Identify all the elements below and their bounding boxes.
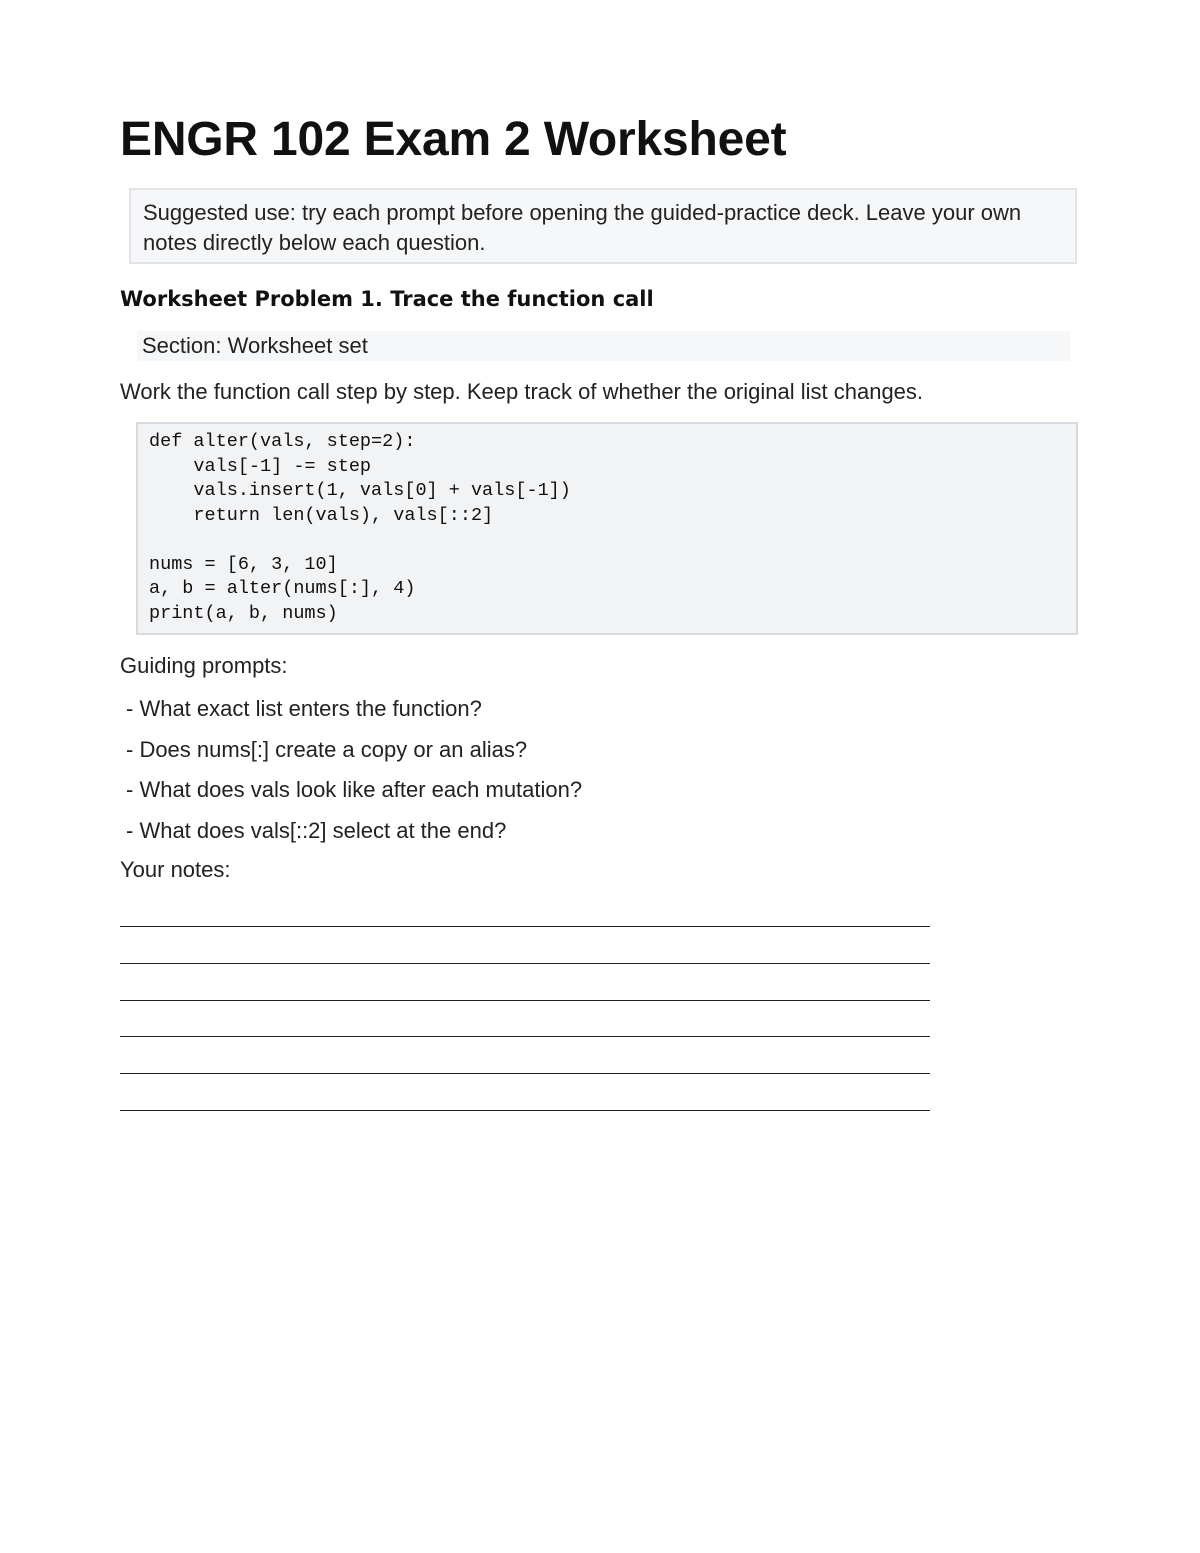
guiding-prompt: - Does nums[:] create a copy or an alias? bbox=[126, 736, 528, 762]
code-block bbox=[136, 422, 1078, 635]
section-label: Section: Worksheet set bbox=[137, 331, 1070, 361]
page-title: ENGR 102 Exam 2 Worksheet bbox=[120, 113, 787, 166]
guiding-prompt: - What does vals look like after each mutation? bbox=[126, 777, 583, 803]
guiding-prompts-list bbox=[126, 693, 582, 856]
code-line: def alter(vals, step=2): bbox=[149, 431, 416, 452]
your-notes-label: Your notes: bbox=[120, 857, 231, 882]
problem-heading: Worksheet Problem 1. Trace the function call bbox=[120, 287, 654, 311]
note-blank-line bbox=[120, 963, 930, 964]
code-line: return len(vals), vals[::2] bbox=[149, 504, 494, 526]
note-blank-line bbox=[120, 926, 930, 927]
code-line: nums = [6, 3, 10] bbox=[149, 553, 338, 575]
note-blank-line bbox=[120, 1036, 930, 1037]
note-blank-line bbox=[120, 1000, 930, 1001]
code-line: vals[-1] -= step bbox=[149, 455, 372, 477]
note-blank-line bbox=[120, 1073, 930, 1074]
code-line: vals.insert(1, vals[0] + vals[-1]) bbox=[149, 480, 571, 501]
code-line: a, b = alter(nums[:], 4) bbox=[149, 578, 416, 599]
note-blank-line bbox=[120, 1110, 930, 1111]
guiding-prompt: - What does vals[::2] select at the end? bbox=[126, 818, 507, 844]
code-line: print(a, b, nums) bbox=[149, 602, 338, 624]
problem-instructions: Work the function call step by step. Keep track of whether the original list changes. bbox=[120, 379, 924, 404]
suggested-use-note: Suggested use: try each prompt before opening the guided-practice deck. Leave your own notes directly below each question. bbox=[129, 188, 1077, 264]
guiding-prompt: - What exact list enters the function? bbox=[126, 696, 482, 721]
code-line bbox=[149, 528, 1076, 553]
guiding-prompts-label: Guiding prompts: bbox=[120, 653, 288, 678]
